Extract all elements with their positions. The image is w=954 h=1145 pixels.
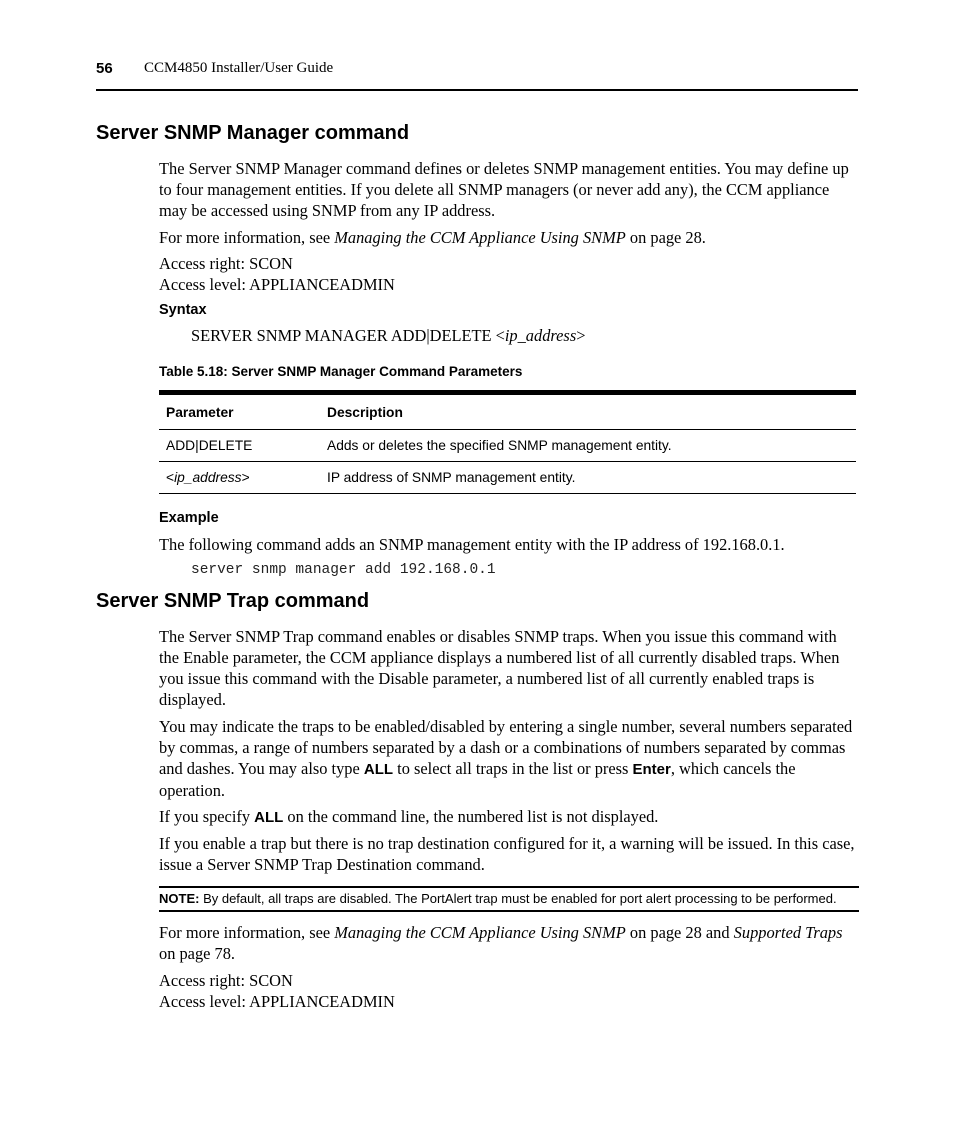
snmp-guide-link[interactable]: Managing the CCM Appliance Using SNMP	[334, 923, 626, 942]
column-header-parameter: Parameter	[159, 393, 320, 430]
snmp-trap-p1: The Server SNMP Trap command enables or disables SNMP traps. When you issue this command with the Enable parameter, the CCM appliance displays a numbered list of all currently disabled traps. When you issue this command with the Disable parameter, a numbered list of all currently enabled traps is displayed.	[159, 627, 840, 709]
guide-title: CCM4850 Installer/User Guide	[144, 60, 334, 76]
trap-access-level: Access level: APPLIANCEADMIN	[159, 992, 395, 1011]
example-text: The following command adds an SNMP management entity with the IP address of 192.168.0.1.	[159, 535, 785, 554]
param-cell: ADD|DELETE	[159, 430, 320, 462]
parameters-table	[159, 390, 856, 494]
note-box	[159, 886, 859, 912]
snmp-manager-intro: The Server SNMP Manager command defines or deletes SNMP management entities. You may define up to four management entities. If you delete all SNMP managers (or never add any), the CCM appliance may be accessed using SNMP from any IP address.	[159, 159, 849, 220]
param-cell: <ip_address>	[159, 462, 320, 494]
snmp-trap-p3: If you specify ALL on the command line, the numbered list is not displayed.	[159, 807, 659, 826]
syntax-heading: Syntax	[159, 302, 207, 318]
example-heading: Example	[159, 510, 219, 526]
description-cell: Adds or deletes the specified SNMP management entity.	[320, 430, 856, 462]
column-header-description: Description	[320, 393, 856, 430]
table-header-row	[159, 393, 856, 430]
note-label: NOTE:	[159, 891, 200, 906]
access-level: Access level: APPLIANCEADMIN	[159, 275, 395, 294]
section-title-snmp-trap: Server SNMP Trap command	[96, 590, 370, 612]
page-header	[96, 60, 858, 91]
trap-access-right: Access right: SCON	[159, 971, 293, 990]
snmp-manager-more-info: For more information, see Managing the CCM Appliance Using SNMP on page 28.	[159, 228, 706, 247]
example-code: server snmp manager add 192.168.0.1	[191, 562, 496, 578]
table-caption: Table 5.18: Server SNMP Manager Command Parameters	[159, 364, 523, 379]
note-text: By default, all traps are disabled. The PortAlert trap must be enabled for port alert processing to be performed.	[199, 891, 837, 906]
table-row	[159, 430, 856, 462]
table-row	[159, 462, 856, 494]
snmp-trap-more-info: For more information, see Managing the CCM Appliance Using SNMP on page 28 and Supported Traps on page 78.	[159, 923, 843, 963]
snmp-trap-p4: If you enable a trap but there is no trap destination configured for it, a warning will be issued. In this case, issue a Server SNMP Trap Destination command.	[159, 834, 855, 874]
syntax-command: SERVER SNMP MANAGER ADD|DELETE <ip_address>	[191, 326, 586, 345]
supported-traps-link[interactable]: Supported Traps	[733, 923, 843, 942]
section-title-snmp-manager: Server SNMP Manager command	[96, 122, 410, 144]
page-number: 56	[96, 60, 113, 77]
snmp-guide-link[interactable]: Managing the CCM Appliance Using SNMP	[334, 228, 626, 247]
description-cell: IP address of SNMP management entity.	[320, 462, 856, 494]
snmp-trap-p2: You may indicate the traps to be enabled/disabled by entering a single number, several numbers separated by commas, a range of numbers separated by a dash or a combinations of numbers separated by commas and dashes. You may also type ALL to select all traps in the list or press Enter, which cancels the operation.	[159, 717, 853, 800]
access-right: Access right: SCON	[159, 254, 293, 273]
